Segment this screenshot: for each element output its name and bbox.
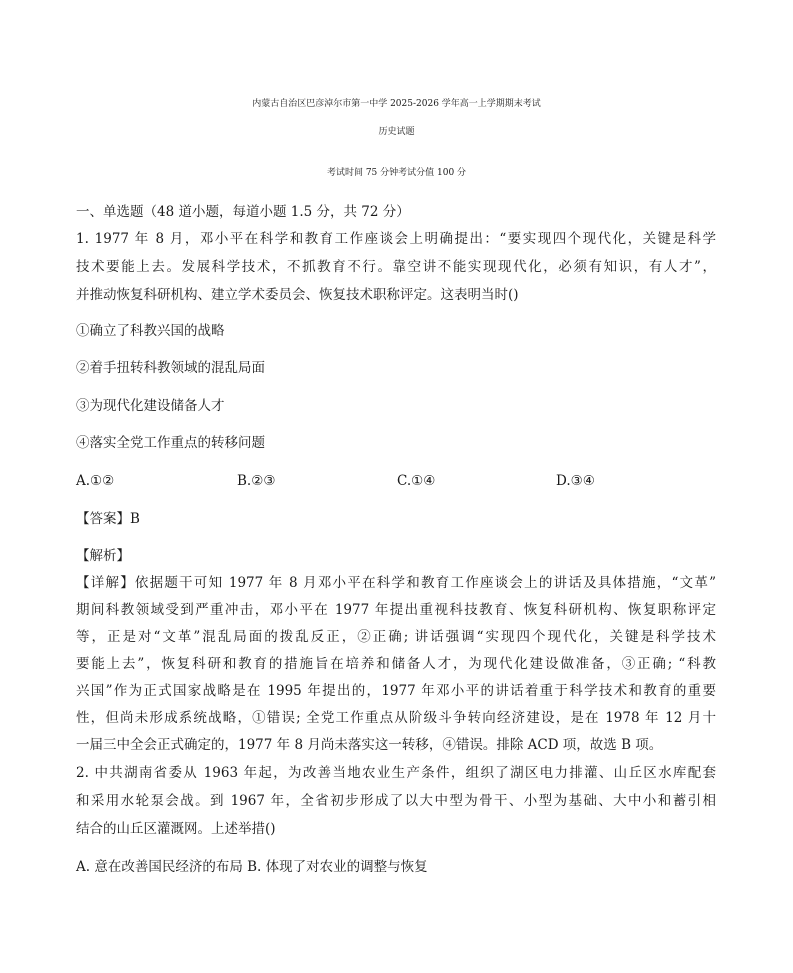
q1-answer: 【答案】B (76, 511, 140, 527)
document-title: 内蒙古自治区巴彦淖尔市第一中学 2025-2026 学年高一上学期期末考试 (252, 99, 541, 109)
q1-stem-line: 技术要能上去。发展科学技术，不抓教育不行。靠空讲不能实现现代化，必须有知识，有人才”， (76, 259, 716, 275)
section-heading: 一、单选题（48 道小题，每道小题 1.5 分，共 72 分） (76, 204, 410, 220)
q2-stem-line: 2. 中共湖南省委从 1963 年起，为改善当地农业生产条件，组织了湖区电力排灌、山丘区水库配套 (76, 765, 716, 781)
q1-item: ③为现代化建设储备人才 (76, 398, 225, 414)
q1-item: ④落实全党工作重点的转移问题 (76, 435, 265, 451)
q2-stem-line: 和采用水轮泵会战。到 1967 年，全省初步形成了以大中型为骨干、小型为基础、大中小和蓄引相 (76, 793, 716, 809)
q1-analysis-line: 要能上去”，恢复科研和教育的措施旨在培养和储备人才，为现代化建设做准备，③正确; “科教 (76, 656, 716, 672)
q2-options-line: A. 意在改善国民经济的布局 B. 体现了对农业的调整与恢复 (76, 859, 428, 875)
q1-analysis-line: 【详解】依据题干可知 1977 年 8 月邓小平在科学和教育工作座谈会上的讲话及具体措施，“文革” (76, 575, 716, 591)
document-subtitle: 历史试题 (378, 127, 415, 137)
q1-item: ②着手扭转科教领域的混乱局面 (76, 360, 265, 376)
exam-info: 考试时间 75 分钟考试分值 100 分 (326, 168, 467, 178)
q1-analysis-label: 【解析】 (76, 548, 130, 564)
q1-analysis-line: 性，但尚未形成系统战略，①错误; 全党工作重点从阶级斗争转向经济建设，是在 1978 年 12 月十 (76, 710, 716, 726)
q1-stem-line: 1. 1977 年 8 月，邓小平在科学和教育工作座谈会上明确提出：“要实现四个现代化，关键是科学 (76, 231, 716, 247)
q1-analysis-line: 期间科教领域受到严重冲击，邓小平在 1977 年提出重视科技教育、恢复科研机构、恢复职称评定 (76, 602, 716, 618)
q1-item: ①确立了科教兴国的战略 (76, 323, 225, 339)
q1-analysis-line: 一届三中全会正式确定的，1977 年 8 月尚未落实这一转移，④错误。排除 ACD 项，故选 B 项。 (76, 737, 663, 753)
q1-analysis-line: 兴国”作为正式国家战略是在 1995 年提出的，1977 年邓小平的讲话着重于科学技术和教育的重要 (76, 683, 716, 699)
q1-option-c: C.①④ (397, 473, 436, 489)
q1-option-a: A.①② (76, 473, 115, 489)
q1-analysis-line: 等，正是对“文革”混乱局面的拨乱反正，②正确; 讲话强调“实现四个现代化，关键是科学技术 (76, 629, 716, 645)
q1-option-d: D.③④ (556, 473, 595, 489)
q2-stem-line: 结合的山丘区灌溉网。上述举措() (76, 821, 276, 837)
q1-stem-line: 并推动恢复科研机构、建立学术委员会、恢复技术职称评定。这表明当时() (76, 287, 519, 303)
q1-option-b: B.②③ (237, 473, 276, 489)
